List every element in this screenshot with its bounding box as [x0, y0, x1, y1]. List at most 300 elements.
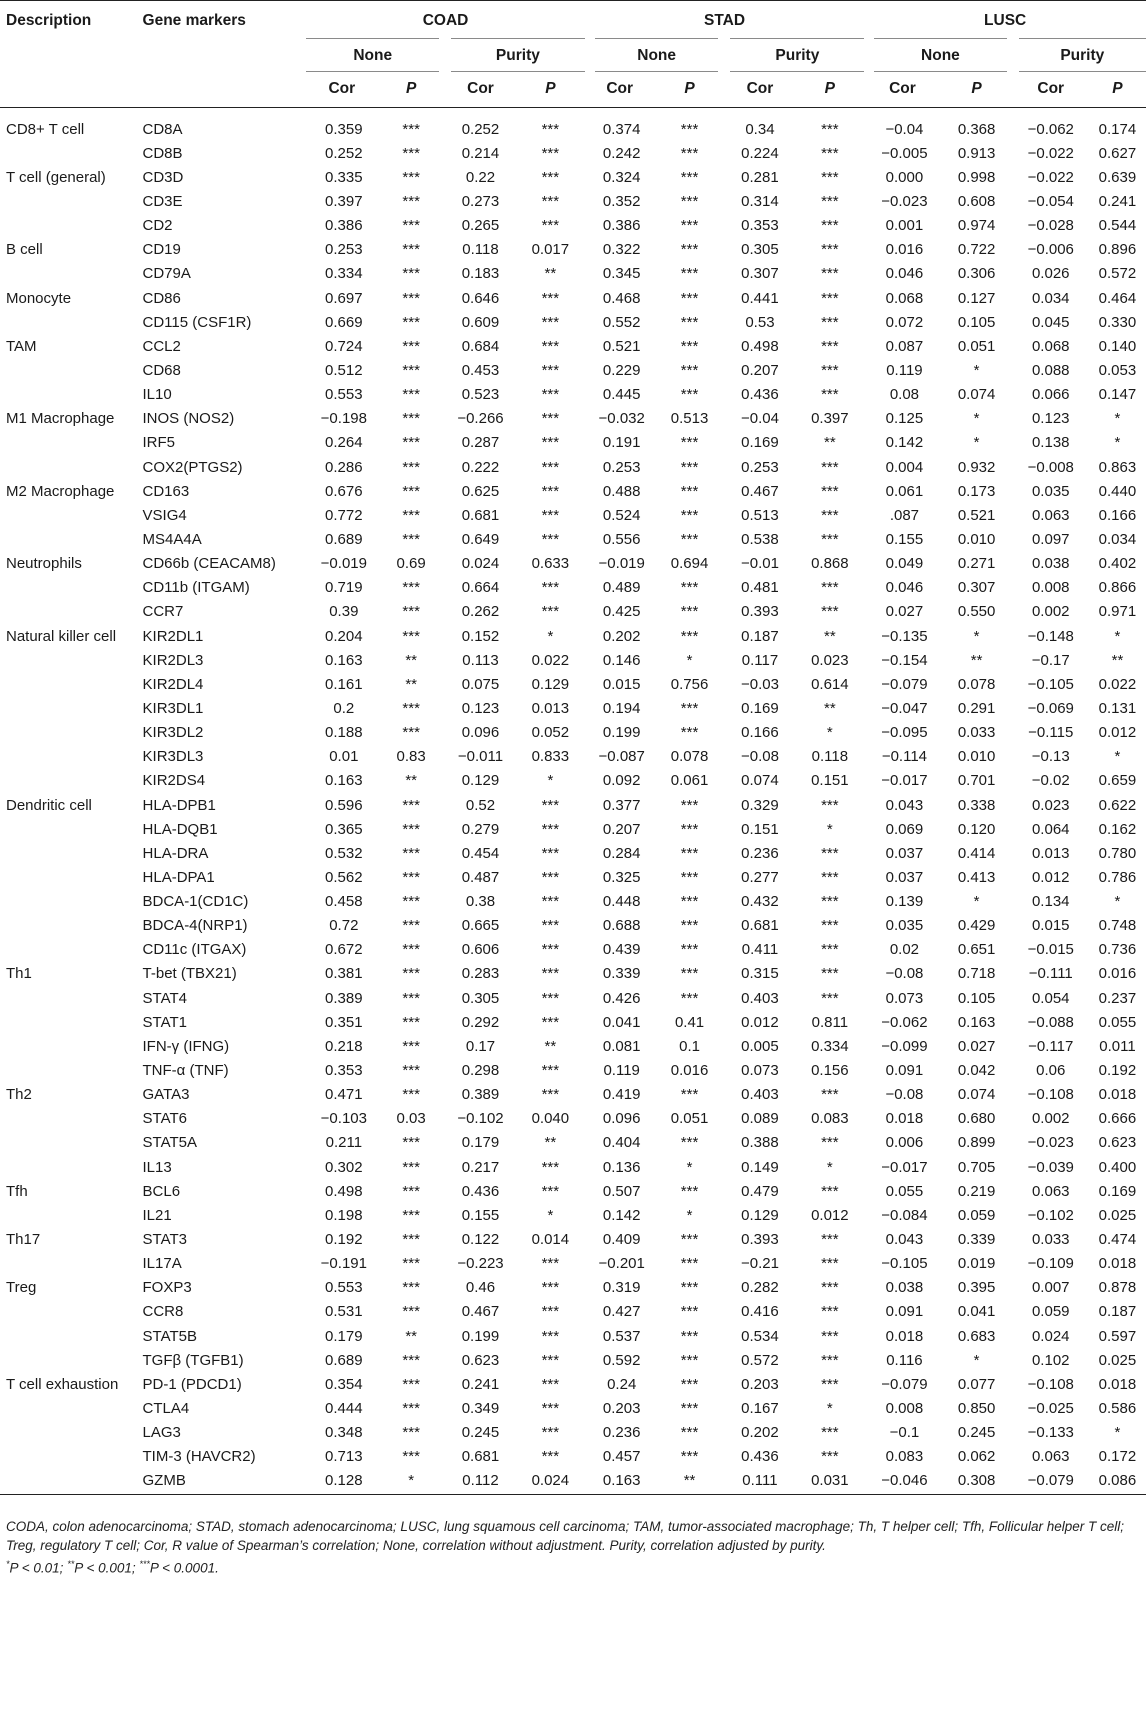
cell-cor-value: −0.017 — [881, 772, 928, 790]
cell-cor-value: 0.277 — [741, 868, 779, 886]
cell-cor-value: −0.108 — [1027, 1086, 1074, 1104]
cell-cor-value: 0.672 — [325, 941, 363, 959]
table-row — [0, 938, 1146, 962]
cell-p-value: * — [973, 893, 980, 911]
cell-p-value: *** — [541, 893, 560, 911]
cell-p-value: *** — [402, 1037, 420, 1055]
cell-p-value: ** — [544, 1134, 557, 1152]
cell-description — [0, 1204, 137, 1228]
cell-gene-marker: STAT1 — [142, 1013, 187, 1031]
header-stad-none: None — [585, 38, 725, 72]
cell-p-value: 0.83 — [396, 748, 426, 766]
cell-p-value: *** — [821, 265, 839, 283]
cell-gene-marker: IL10 — [142, 386, 172, 404]
cell-p-value: 0.018 — [1098, 1086, 1137, 1104]
cell-cor-value: −0.154 — [881, 651, 928, 669]
cell-p-value: 0.018 — [1098, 1375, 1137, 1393]
cell-p-value: *** — [821, 337, 839, 355]
cell-p-value: 0.166 — [1098, 506, 1137, 524]
cell-p-value: *** — [541, 434, 560, 452]
cell-p-value: *** — [541, 192, 560, 210]
cell-gene-marker: IL21 — [142, 1206, 172, 1224]
cell-p-value: *** — [541, 144, 560, 162]
cell-p-value: 0.025 — [1098, 1206, 1137, 1224]
cell-p-value: * — [1114, 410, 1121, 428]
cell-cor-value: 0.334 — [325, 265, 363, 283]
cell-description — [0, 938, 137, 962]
cell-p-value: 0.395 — [957, 1279, 996, 1297]
table-row — [0, 818, 1146, 842]
cell-p-value: *** — [680, 724, 699, 742]
cell-cor-value: 0.298 — [461, 1062, 500, 1080]
cell-cor-value: −0.105 — [881, 1255, 928, 1273]
cell-cor-value: 0.562 — [325, 868, 363, 886]
cell-p-value: *** — [680, 1255, 699, 1273]
cell-description — [0, 673, 137, 697]
cell-p-value: 0.151 — [811, 772, 849, 790]
cell-p-value: *** — [541, 1303, 560, 1321]
cell-cor-value: 0.2 — [333, 699, 355, 717]
table-row — [0, 1349, 1146, 1373]
cell-cor-value: 0.211 — [325, 1134, 363, 1152]
cell-cor-value: −0.099 — [881, 1037, 928, 1055]
table-row — [0, 1035, 1146, 1059]
cell-description: Monocyte — [6, 289, 72, 307]
cell-p-value: 0.010 — [957, 748, 996, 766]
cell-cor-value: −0.008 — [1027, 458, 1074, 476]
cell-p-value: *** — [821, 1255, 839, 1273]
cell-p-value: *** — [402, 120, 420, 138]
cell-cor-value: 0.322 — [602, 241, 641, 259]
cell-gene-marker: CCR7 — [142, 603, 184, 621]
cell-cor-value: 0.38 — [465, 893, 496, 911]
cell-description — [0, 383, 137, 407]
cell-p-value: 0.339 — [957, 1231, 996, 1249]
cell-cor-value: 0.664 — [461, 579, 500, 597]
cell-cor-value: 0.427 — [602, 1303, 641, 1321]
cell-p-value: *** — [680, 1375, 699, 1393]
cell-description: T cell exhaustion — [6, 1375, 119, 1393]
cell-p-value: 0.086 — [1089, 1469, 1146, 1494]
cell-cor-value: 0.016 — [885, 241, 924, 259]
cell-p-value: 0.971 — [1098, 603, 1137, 621]
cell-p-value: *** — [541, 1279, 560, 1297]
cell-p-value: *** — [402, 1351, 420, 1369]
cell-description — [0, 818, 137, 842]
cell-cor-value: 0.359 — [325, 120, 363, 138]
cell-p-value: 0.012 — [811, 1206, 849, 1224]
cell-cor-value: −0.011 — [457, 748, 504, 766]
cell-p-value: *** — [402, 1255, 420, 1273]
cell-p-value: *** — [821, 168, 839, 186]
cell-p-value: *** — [680, 965, 699, 983]
cell-cor-value: 0.069 — [885, 820, 924, 838]
cell-cor-value: 0.552 — [602, 313, 641, 331]
cell-cor-value: 0.52 — [465, 796, 496, 814]
cell-p-value: 0.031 — [795, 1469, 864, 1494]
cell-cor-value: 0.454 — [461, 844, 500, 862]
cell-cor-value: 0.214 — [461, 144, 500, 162]
cell-p-value: *** — [821, 1182, 839, 1200]
cell-p-value: 0.1 — [679, 1037, 700, 1055]
cell-cor-value: 0.218 — [325, 1037, 363, 1055]
cell-p-value: 0.237 — [1098, 989, 1137, 1007]
cell-cor-value: −0.088 — [1027, 1013, 1074, 1031]
cell-cor-value: 0.416 — [741, 1303, 779, 1321]
cell-description — [0, 455, 137, 479]
cell-cor-value: 0.403 — [741, 1086, 779, 1104]
cell-cor-value: 0.118 — [462, 241, 499, 259]
cell-cor-value: 0.088 — [1031, 361, 1070, 379]
cell-cor-value: 0.283 — [461, 965, 500, 983]
header-p: P — [1089, 72, 1146, 108]
cell-cor-value: 0.471 — [325, 1086, 363, 1104]
cell-p-value: *** — [821, 989, 839, 1007]
cell-cor-value: 0.302 — [325, 1158, 363, 1176]
table-row — [0, 914, 1146, 938]
cell-p-value: *** — [402, 1158, 420, 1176]
cell-cor-value: 0.596 — [325, 796, 363, 814]
cell-cor-value: 0.055 — [885, 1182, 924, 1200]
cell-cor-value: −0.023 — [881, 192, 928, 210]
header-lusc-purity: Purity — [1013, 38, 1146, 72]
cell-cor-value: −0.111 — [1028, 965, 1073, 983]
cell-description — [0, 866, 137, 890]
cell-cor-value: 0.467 — [461, 1303, 500, 1321]
cell-p-value: *** — [680, 241, 699, 259]
cell-cor-value: 0.553 — [325, 386, 363, 404]
cell-p-value: 0.192 — [1098, 1062, 1137, 1080]
cell-cor-value: 0.007 — [1031, 1279, 1070, 1297]
table-row — [0, 504, 1146, 528]
cell-cor-value: 0.015 — [602, 675, 641, 693]
cell-p-value: 0.118 — [811, 748, 849, 766]
cell-p-value: *** — [680, 603, 699, 621]
cell-cor-value: 0.436 — [741, 386, 779, 404]
cell-p-value: *** — [821, 844, 839, 862]
cell-p-value: *** — [402, 1375, 420, 1393]
cell-cor-value: 0.284 — [602, 844, 641, 862]
cell-cor-value: 0.123 — [461, 699, 500, 717]
cell-cor-value: 0.252 — [325, 144, 363, 162]
cell-cor-value: 0.097 — [1031, 530, 1070, 548]
header-gene-markers: Gene markers — [137, 1, 307, 38]
cell-cor-value: 0.139 — [885, 893, 924, 911]
cell-description: B cell — [6, 241, 43, 259]
cell-p-value: 0.051 — [670, 1110, 709, 1128]
cell-cor-value: 0.592 — [602, 1351, 641, 1369]
cell-p-value: *** — [541, 530, 560, 548]
cell-cor-value: 0.719 — [325, 579, 363, 597]
cell-cor-value: −0.102 — [1027, 1206, 1074, 1224]
cell-gene-marker: HLA-DRA — [142, 844, 209, 862]
cell-p-value: * — [1114, 627, 1121, 645]
cell-cor-value: 0.191 — [602, 434, 641, 452]
table-row — [0, 1228, 1146, 1252]
cell-gene-marker: CD86 — [142, 289, 181, 307]
cell-p-value: 0.052 — [531, 724, 570, 742]
cell-cor-value: 0.72 — [329, 917, 359, 935]
cell-gene-marker: KIR2DL4 — [142, 675, 204, 693]
cell-p-value: 0.041 — [957, 1303, 996, 1321]
cell-p-value: *** — [541, 313, 560, 331]
table-row — [0, 1252, 1146, 1276]
cell-gene-marker: HLA-DPB1 — [142, 796, 216, 814]
cell-p-value: *** — [402, 458, 420, 476]
table-footnote — [6, 1517, 1140, 1578]
cell-p-value: 0.074 — [957, 1086, 996, 1104]
cell-p-value: 0.172 — [1098, 1448, 1137, 1466]
cell-description: Th17 — [6, 1231, 41, 1249]
cell-p-value: 0.680 — [957, 1110, 996, 1128]
cell-description: M2 Macrophage — [6, 482, 115, 500]
cell-cor-value: 0.325 — [602, 868, 641, 886]
cell-cor-value: 0.152 — [461, 627, 500, 645]
cell-cor-value: −0.105 — [1027, 675, 1074, 693]
cell-cor-value: 0.049 — [885, 555, 924, 573]
cell-p-value: ** — [405, 675, 417, 693]
cell-gene-marker: STAT4 — [142, 989, 187, 1007]
cell-p-value: 0.623 — [1098, 1134, 1137, 1152]
table-row — [0, 552, 1146, 576]
cell-cor-value: 0.513 — [741, 506, 779, 524]
cell-p-value: 0.464 — [1098, 289, 1137, 307]
cell-cor-value: −0.087 — [598, 748, 645, 766]
cell-cor-value: 0.236 — [602, 1424, 641, 1442]
cell-cor-value: 0.119 — [886, 361, 923, 379]
cell-cor-value: 0.319 — [602, 1279, 641, 1297]
cell-p-value: *** — [821, 868, 839, 886]
cell-p-value: *** — [821, 1231, 839, 1249]
cell-p-value: *** — [821, 1134, 839, 1152]
cell-p-value: 0.016 — [1098, 965, 1137, 983]
table-row — [0, 576, 1146, 600]
cell-cor-value: 0.224 — [741, 144, 779, 162]
cell-p-value: *** — [541, 410, 560, 428]
cell-p-value: ** — [544, 265, 557, 283]
cell-p-value: 0.271 — [957, 555, 996, 573]
cell-cor-value: 0.39 — [329, 603, 359, 621]
cell-cor-value: 0.187 — [741, 627, 779, 645]
cell-p-value: *** — [541, 796, 560, 814]
table-row — [0, 600, 1146, 624]
cell-p-value: 0.705 — [957, 1158, 996, 1176]
cell-p-value: 0.863 — [1098, 458, 1137, 476]
cell-cor-value: 0.335 — [325, 168, 363, 186]
cell-description — [0, 528, 137, 552]
cell-cor-value: 0.411 — [741, 941, 779, 959]
cell-description — [0, 1252, 137, 1276]
cell-cor-value: 0.091 — [885, 1062, 924, 1080]
cell-p-value: 0.013 — [531, 699, 570, 717]
cell-p-value: *** — [821, 1086, 839, 1104]
table-row — [0, 359, 1146, 383]
header-row-groups — [0, 1, 1146, 38]
cell-cor-value: 0.204 — [325, 627, 363, 645]
cell-p-value: 0.718 — [957, 965, 996, 983]
cell-cor-value: 0.281 — [741, 168, 779, 186]
cell-p-value: ** — [1111, 651, 1124, 669]
cell-p-value: 0.521 — [957, 506, 996, 524]
cell-gene-marker: STAT5A — [142, 1134, 197, 1152]
cell-cor-value: −0.133 — [1027, 1424, 1074, 1442]
cell-cor-value: −0.025 — [1027, 1400, 1074, 1418]
cell-p-value: * — [973, 361, 980, 379]
cell-cor-value: 0.000 — [885, 168, 924, 186]
cell-description — [0, 1349, 137, 1373]
cell-cor-value: 0.676 — [325, 482, 363, 500]
cell-cor-value: 0.606 — [461, 941, 500, 959]
cell-cor-value: 0.688 — [602, 917, 641, 935]
header-cor: Cor — [864, 72, 940, 108]
cell-cor-value: −0.103 — [320, 1110, 367, 1128]
cell-p-value: *** — [821, 1279, 839, 1297]
cell-p-value: 0.308 — [941, 1469, 1013, 1494]
cell-p-value: 0.913 — [957, 144, 996, 162]
cell-cor-value: −0.017 — [881, 1158, 928, 1176]
cell-description: Tfh — [6, 1182, 28, 1200]
cell-cor-value: 0.002 — [1031, 603, 1070, 621]
cell-p-value: 0.051 — [957, 337, 996, 355]
cell-cor-value: 0.217 — [461, 1158, 500, 1176]
cell-p-value: *** — [402, 868, 420, 886]
cell-p-value: *** — [402, 1279, 420, 1297]
cell-cor-value: 0.142 — [885, 434, 924, 452]
table-row — [0, 1156, 1146, 1180]
cell-p-value: *** — [541, 361, 560, 379]
cell-p-value: *** — [541, 1351, 560, 1369]
cell-p-value: 0.03 — [396, 1110, 426, 1128]
cell-p-value: 0.722 — [957, 241, 996, 259]
cell-description — [0, 311, 137, 335]
cell-description — [0, 214, 137, 238]
header-description: Description — [0, 1, 137, 38]
cell-cor-value: 0.572 — [741, 1351, 779, 1369]
cell-p-value: 0.586 — [1098, 1400, 1137, 1418]
cell-p-value: *** — [680, 530, 699, 548]
cell-p-value: *** — [680, 458, 699, 476]
cell-cor-value: −0.108 — [1027, 1375, 1074, 1393]
cell-p-value: 0.034 — [1098, 530, 1137, 548]
cell-cor-value: 0.468 — [602, 289, 641, 307]
cell-cor-value: 0.649 — [461, 530, 500, 548]
cell-p-value: *** — [402, 1400, 420, 1418]
cell-p-value: *** — [402, 1231, 420, 1249]
cell-gene-marker: KIR3DL1 — [142, 699, 204, 717]
cell-gene-marker: T-bet (TBX21) — [142, 965, 237, 983]
cell-p-value: 0.402 — [1098, 555, 1137, 573]
cell-p-value: 0.69 — [396, 555, 426, 573]
cell-p-value: 0.878 — [1098, 1279, 1137, 1297]
cell-p-value: 0.017 — [531, 241, 570, 259]
cell-p-value: *** — [821, 1375, 839, 1393]
cell-cor-value: 0.169 — [741, 699, 779, 717]
cell-p-value: *** — [821, 241, 839, 259]
table-row — [0, 1469, 1146, 1494]
cell-p-value: *** — [541, 337, 560, 355]
cell-p-value: *** — [680, 989, 699, 1007]
cell-description — [0, 1421, 137, 1445]
cell-p-value: ** — [970, 651, 983, 669]
cell-cor-value: 0.005 — [741, 1037, 779, 1055]
table-row — [0, 1445, 1146, 1469]
cell-p-value: 0.974 — [957, 217, 996, 235]
cell-p-value: 0.666 — [1098, 1110, 1137, 1128]
cell-cor-value: 0.02 — [889, 941, 920, 959]
cell-p-value: *** — [541, 1182, 560, 1200]
header-stad-purity: Purity — [724, 38, 864, 72]
cell-cor-value: 0.183 — [461, 265, 500, 283]
cell-cor-value: 0.229 — [602, 361, 641, 379]
table-row — [0, 1300, 1146, 1324]
cell-description — [0, 1445, 137, 1469]
cell-p-value: *** — [402, 241, 420, 259]
cell-gene-marker: VSIG4 — [142, 506, 187, 524]
cell-cor-value: 0.198 — [325, 1206, 363, 1224]
table-row — [0, 1131, 1146, 1155]
cell-gene-marker: KIR3DL2 — [142, 724, 204, 742]
cell-cor-value: 0.063 — [1031, 1182, 1070, 1200]
cell-cor-value: −0.04 — [885, 120, 924, 138]
table-row — [0, 455, 1146, 479]
cell-cor-value: −0.032 — [598, 410, 645, 428]
cell-cor-value: 0.155 — [461, 1206, 500, 1224]
cell-p-value: *** — [680, 699, 699, 717]
cell-p-value: 0.162 — [1098, 820, 1137, 838]
cell-cor-value: 0.419 — [602, 1086, 641, 1104]
cell-p-value: * — [973, 434, 980, 452]
cell-cor-value: 0.724 — [325, 337, 363, 355]
cell-p-value: 0.169 — [1098, 1182, 1137, 1200]
header-group-lusc: LUSC — [864, 1, 1146, 38]
cell-cor-value: 0.487 — [461, 868, 500, 886]
cell-p-value: *** — [402, 1086, 420, 1104]
cell-p-value: *** — [680, 1231, 699, 1249]
cell-p-value: 0.544 — [1098, 217, 1137, 235]
cell-p-value: *** — [402, 1448, 420, 1466]
cell-p-value: *** — [402, 1062, 420, 1080]
cell-cor-value: −0.054 — [1027, 192, 1074, 210]
cell-p-value: 0.120 — [957, 820, 996, 838]
cell-cor-value: −0.03 — [740, 675, 779, 693]
cell-p-value: *** — [402, 192, 420, 210]
cell-cor-value: 0.142 — [602, 1206, 641, 1224]
cell-p-value: 0.633 — [531, 555, 570, 573]
cell-p-value: *** — [821, 120, 839, 138]
cell-cor-value: 0.002 — [1031, 1110, 1070, 1128]
cell-p-value: *** — [680, 893, 699, 911]
cell-p-value: 0.245 — [957, 1424, 996, 1442]
cell-cor-value: −0.109 — [1027, 1255, 1074, 1273]
cell-cor-value: 0.134 — [1031, 893, 1070, 911]
cell-p-value: 0.622 — [1098, 796, 1137, 814]
cell-cor-value: 0.074 — [741, 772, 779, 790]
cell-cor-value: −0.135 — [881, 627, 928, 645]
header-p: P — [941, 72, 1013, 108]
cell-p-value: * — [686, 651, 693, 669]
cell-p-value: 0.219 — [957, 1182, 996, 1200]
cell-description — [0, 1059, 137, 1083]
cell-p-value: 0.025 — [1098, 1351, 1137, 1369]
cell-cor-value: 0.689 — [325, 1351, 363, 1369]
cell-p-value: *** — [821, 530, 839, 548]
cell-cor-value: 0.488 — [602, 482, 641, 500]
cell-p-value: 0.597 — [1098, 1327, 1137, 1345]
cell-cor-value: 0.059 — [1031, 1303, 1070, 1321]
cell-cor-value: −0.1 — [889, 1424, 920, 1442]
cell-cor-value: 0.241 — [461, 1375, 500, 1393]
cell-cor-value: 0.163 — [585, 1469, 655, 1494]
